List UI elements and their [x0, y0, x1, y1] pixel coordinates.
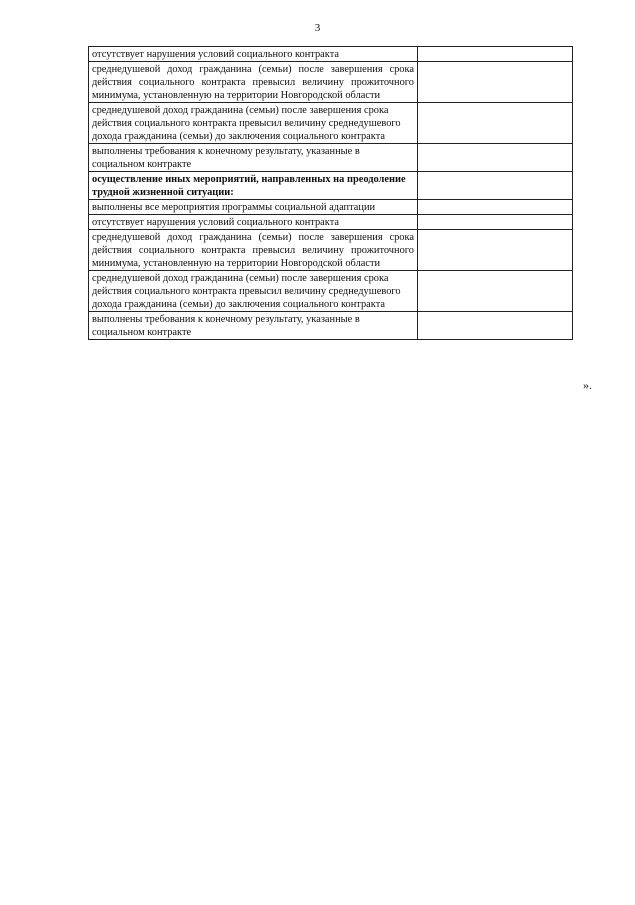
criterion-value-cell[interactable]: [418, 172, 573, 200]
criterion-text: среднедушевой доход гражданина (семьи) после завершения срока действия социального контракта превысил величину среднедушевого дохода гражданина (семьи) до заключения социального контракта: [89, 103, 418, 144]
table-row: [89, 103, 573, 144]
table-row: [89, 215, 573, 230]
table-row: [89, 200, 573, 215]
criterion-text: среднедушевой доход гражданина (семьи) после завершения срока действия социального контракта превысил величину среднедушевого дохода гражданина (семьи) до заключения социального контракта: [89, 271, 418, 312]
criteria-table: [88, 46, 573, 340]
criterion-value-cell[interactable]: [418, 271, 573, 312]
criterion-value-cell[interactable]: [418, 230, 573, 271]
closing-quote-mark: ».: [583, 378, 592, 392]
criterion-value-cell[interactable]: [418, 103, 573, 144]
table-row: [89, 47, 573, 62]
criterion-text: среднедушевой доход гражданина (семьи) после завершения срока действия социального контракта превысил величину прожиточного минимума, установленную на территории Новгородской области: [89, 230, 418, 271]
table-row: [89, 144, 573, 172]
table-row: [89, 62, 573, 103]
table-row: [89, 312, 573, 340]
criterion-value-cell[interactable]: [418, 200, 573, 215]
criterion-text: выполнены все мероприятия программы социальной адаптации: [89, 200, 418, 215]
table-row: [89, 172, 573, 200]
criterion-value-cell[interactable]: [418, 144, 573, 172]
criterion-value-cell[interactable]: [418, 312, 573, 340]
criterion-text: среднедушевой доход гражданина (семьи) после завершения срока действия социального контракта превысил величину прожиточного минимума, установленную на территории Новгородской области: [89, 62, 418, 103]
section-heading: осуществление иных мероприятий, направленных на преодоление трудной жизненной ситуации:: [89, 172, 418, 200]
criterion-text: выполнены требования к конечному результату, указанные в социальном контракте: [89, 144, 418, 172]
criterion-value-cell[interactable]: [418, 62, 573, 103]
table-row: [89, 271, 573, 312]
criterion-value-cell[interactable]: [418, 215, 573, 230]
table-row: [89, 230, 573, 271]
page-number: 3: [314, 22, 321, 34]
criterion-text: выполнены требования к конечному результату, указанные в социальном контракте: [89, 312, 418, 340]
criterion-value-cell[interactable]: [418, 47, 573, 62]
criterion-text: отсутствует нарушения условий социального контракта: [89, 47, 418, 62]
criterion-text: отсутствует нарушения условий социального контракта: [89, 215, 418, 230]
